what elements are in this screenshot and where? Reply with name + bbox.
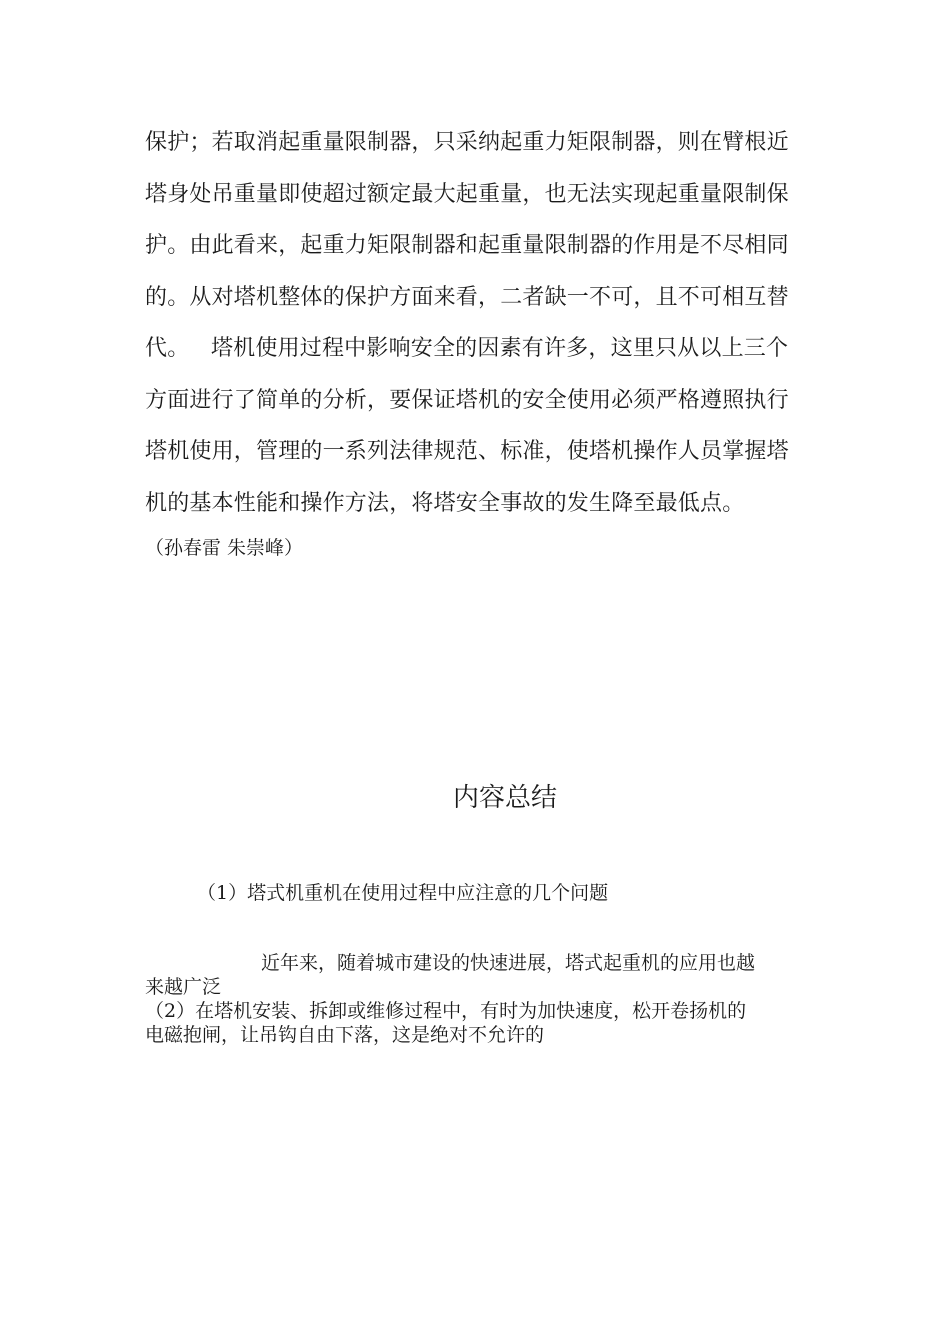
body-line: 代。 塔机使用过程中影响安全的因素有许多，这里只从以上三个 — [145, 336, 789, 361]
summary-text — [145, 951, 810, 1047]
summary-line: 电磁抱闸，让吊钩自由下落，这是绝对不允许的 — [145, 1024, 545, 1046]
summary-line: 来越广泛 — [145, 976, 222, 998]
body-text — [145, 117, 805, 529]
body-line: 的。从对塔机整体的保护方面来看，二者缺一不可，且不可相互替 — [145, 284, 789, 310]
section-title: 内容总结 — [452, 783, 557, 813]
body-line: 机的基本性能和操作方法，将塔安全事故的发生降至最低点。 — [145, 490, 745, 516]
summary-line: （2）在塔机安装、拆卸或维修过程中，有时为加快速度，松开卷扬机的 — [145, 1000, 747, 1022]
summary-line: 近年来，随着城市建设的快速进展，塔式起重机的应用也越 — [261, 952, 756, 974]
body-line: 塔机使用，管理的一系列法律规范、标准，使塔机操作人员掌握塔 — [145, 439, 789, 464]
body-line: 方面进行了简单的分析，要保证塔机的安全使用必须严格遵照执行 — [145, 387, 789, 413]
author-credit: （孙春雷 朱崇峰） — [145, 537, 304, 559]
body-line: 保护；若取消起重量限制器，只采纳起重力矩限制器，则在臂根近 — [145, 130, 789, 155]
summary-heading: （1）塔式机重机在使用过程中应注意的几个问题 — [197, 882, 609, 904]
body-line: 塔身处吊重量即使超过额定最大起重量，也无法实现起重量限制保 — [145, 181, 789, 207]
body-line: 护。由此看来，起重力矩限制器和起重量限制器的作用是不尽相同 — [145, 233, 789, 258]
